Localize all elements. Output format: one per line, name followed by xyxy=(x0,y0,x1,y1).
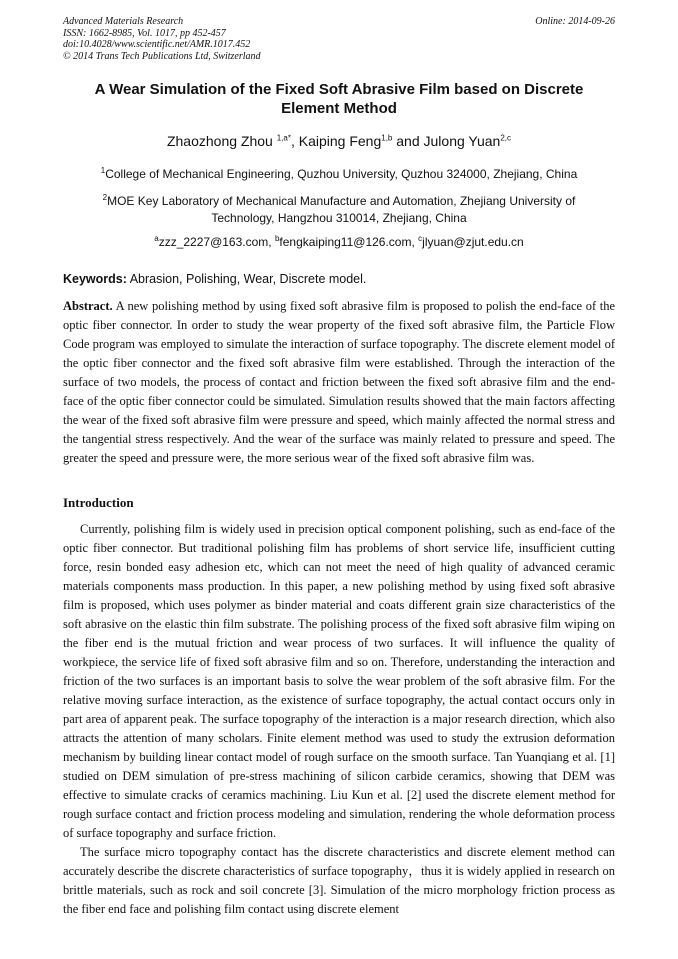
issn-line: ISSN: 1662-8985, Vol. 1017, pp 452-457 xyxy=(63,27,226,39)
abstract xyxy=(63,297,615,468)
email-sup: b xyxy=(274,234,280,243)
keywords xyxy=(63,272,615,286)
email-sup: c xyxy=(418,234,423,243)
author-sup: 2,c xyxy=(500,133,512,143)
journal-header xyxy=(63,16,615,62)
abstract-label: Abstract. xyxy=(63,299,113,313)
affiliation-1 xyxy=(80,166,598,183)
email-link[interactable]: zzz_2227@163.com, xyxy=(158,235,272,249)
keywords-label: Keywords: xyxy=(63,272,127,286)
copyright-line: © 2014 Trans Tech Publications Ltd, Switzerland xyxy=(63,50,261,62)
keywords-text: Abrasion, Polishing, Wear, Discrete model. xyxy=(129,272,367,286)
abstract-text: A new polishing method by using fixed soft abrasive film is proposed to polish the end-face of the optic fiber connector. In order to study the wear property of the fixed soft abrasive film, the Particle Flow Code program was employed to simulate the interaction of surface topography. The discrete element model of the optic fiber connector and the fixed soft abrasive film were established. Through the interaction of the surface of two models, the process of contact and friction between the fixed soft abrasive film and the end-face of the optic fiber connector could be simulated. Simulation results showed that the main factors affecting the wear of the fixed soft abrasive film were pressure and speed, which mainly affected the normal stress and the tangential stress respectively. And the wear of the surface was mainly related to pressure and speed. The greater the speed and pressure were, the more serious wear of the fixed soft abrasive film was. xyxy=(63,299,615,465)
body-paragraph: Currently, polishing film is widely used in precision optical component polishing, such as end-face of the optic fiber connector. But traditional polishing film has problems of short service life, insufficient cutting force, resin bonded easy adhesion etc, which can not meet the need of high quality of advanced ceramic materials components mass production. In this paper, a new polishing method by using fixed soft abrasive film is proposed, which uses polymer as binder material and coats different grain size characteristics of the soft abrasive on the elastic thin film substrate. The polishing process of the fixed soft abrasive film wiping on the fiber end is the mutual friction and wear process of two surfaces. It will influence the quality of workpiece, the service life of fixed soft abrasive film and so on. Therefore, understanding the interaction and friction of the two surfaces is an important basis to solve the wear problem of the soft abrasive film. For the relative moving surface interaction, as the existence of surface topography, the actual contact occurs only in part area of apparent peak. The surface topography of the interaction is a major research direction, which also attracts the attention of many scholars. Finite element method was used to study the extrusion deformation mechanism by building linear contact model of rough surface on the smooth surface. Tan Yuanqiang et al. [1] studied on DEM simulation of pre-stress machining of silicon carbide ceramics, showing that DEM was effective to simulate cracks of ceramics machining. Liu Kun et al. [2] used the discrete element method for rough surface contact and friction process modeling and simulation, rendering the whole deformation process of surface topography and surface friction. xyxy=(63,522,615,840)
email-link[interactable]: fengkaiping11@126.com, xyxy=(279,235,415,249)
author-sup: 1,b xyxy=(381,133,393,143)
affiliation-sup: 2 xyxy=(102,193,108,202)
email-link[interactable]: jlyuan@zjut.edu.cn xyxy=(422,235,524,249)
author-name: Julong Yuan xyxy=(423,133,501,149)
online-date: Online: 2014-09-26 xyxy=(535,16,615,27)
affiliation-2 xyxy=(80,193,598,227)
author-name: Zhaozhong Zhou xyxy=(166,133,273,149)
author-and: and xyxy=(396,133,420,149)
journal-name: Advanced Materials Research xyxy=(63,16,184,27)
author-list: Zhaozhong Zhou $^{1,a*}$, Kaiping Feng$^{1,b}$ and Julong Yuan$^{2,c}$ xyxy=(166,133,512,149)
affiliation-sup: 1 xyxy=(100,166,106,175)
author-sup: 1,a* xyxy=(276,133,291,143)
email-sup: a xyxy=(154,234,159,243)
paper-title: A Wear Simulation of the Fixed Soft Abrasive Film based on Discrete Element Method xyxy=(94,81,584,117)
author-name: Kaiping Feng xyxy=(298,133,382,149)
email-line xyxy=(80,234,598,251)
section-heading: Introduction xyxy=(63,495,134,510)
affiliation-text: College of Mechanical Engineering, Quzhou University, Quzhou 324000, Zhejiang, China xyxy=(105,167,578,181)
affiliation-text: MOE Key Laboratory of Mechanical Manufacture and Automation, Zhejiang University of Technology, Hangzhou 310014, Zhejiang, China xyxy=(107,194,576,225)
doi-line: doi:10.4028/www.scientific.net/AMR.1017.452 xyxy=(63,39,251,50)
body-paragraph: The surface micro topography contact has the discrete characteristics and discrete element method can accurately describe the discrete characteristics of surface topography，thus it is widely applied in research on brittle materials, such as rock and soil concrete [3]. Simulation of the micro morphology friction process as the fiber end face and polishing film contact using discrete element xyxy=(63,845,615,916)
